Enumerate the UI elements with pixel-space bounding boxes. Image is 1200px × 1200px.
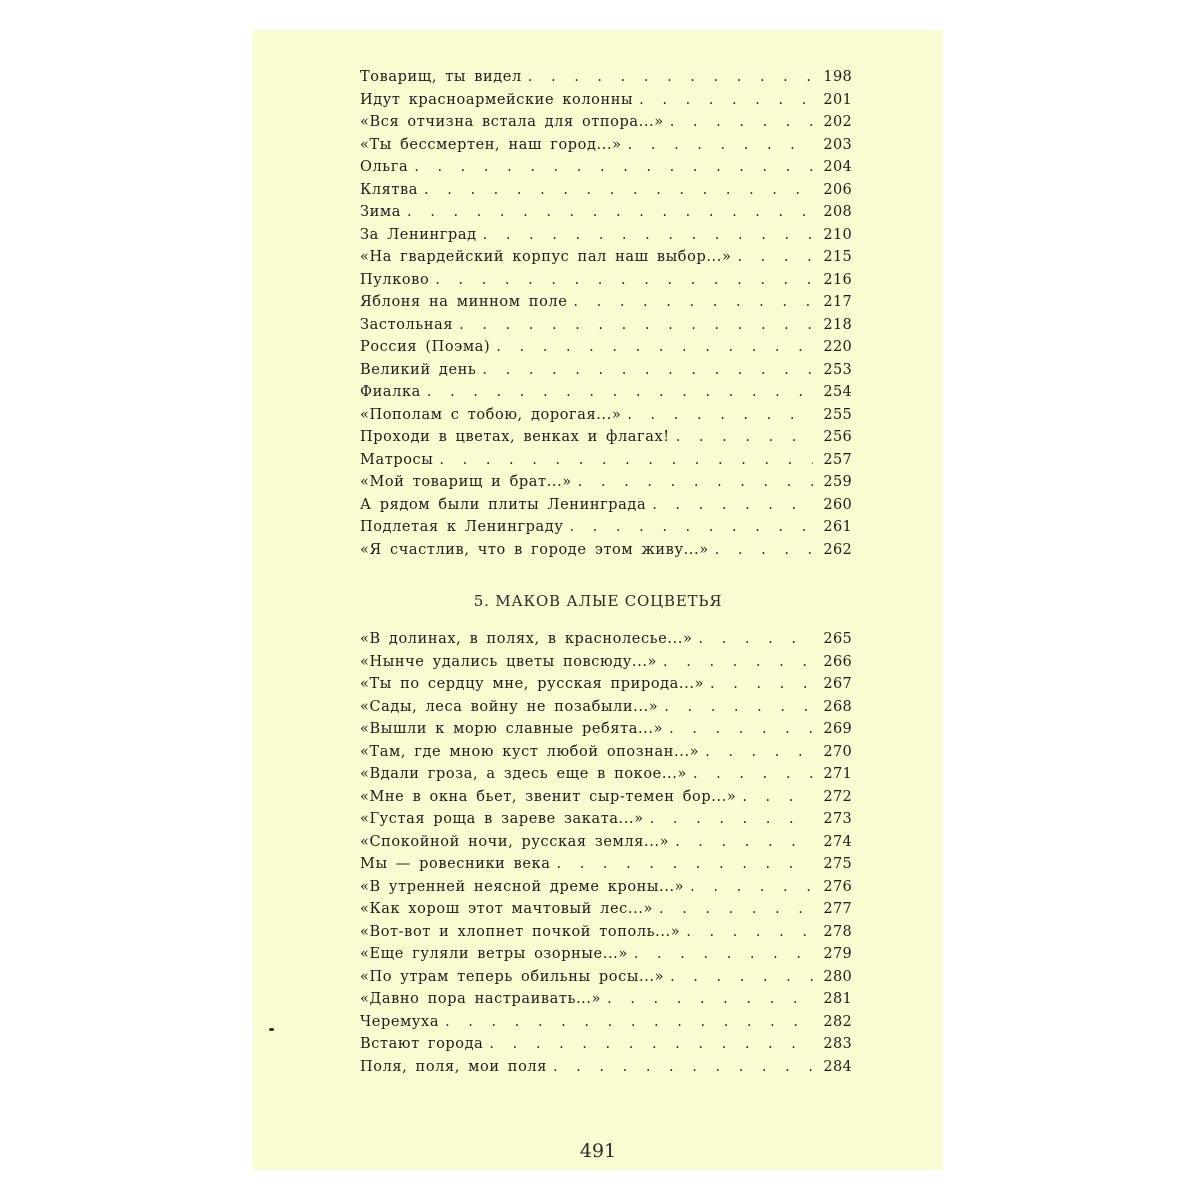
- toc-entry-title: «Пополам с тобою, дорогая...»: [360, 406, 622, 423]
- toc-entry-page: 277: [823, 901, 852, 917]
- toc-entry: [360, 291, 852, 314]
- dot-leader: [424, 179, 813, 202]
- toc-entry-title: «Давно пора настраивать...»: [360, 991, 602, 1007]
- toc-entry-page: 220: [823, 339, 852, 355]
- toc-entry: [360, 449, 852, 472]
- toc-entry: [360, 314, 852, 337]
- toc-entry: [360, 359, 852, 382]
- toc-entry-title: «Вышли к морю славные ребята...»: [360, 721, 664, 737]
- toc-entry-page: 218: [823, 316, 852, 333]
- toc-entry-title: Черемуха: [360, 1013, 440, 1030]
- toc-entry-page: 279: [823, 946, 852, 962]
- toc-entry-title: Матросы: [360, 451, 434, 468]
- toc-entry: [360, 898, 852, 921]
- toc-entry-title: «Вот-вот и хлопнет почкой тополь...»: [360, 923, 681, 940]
- toc-entry: [360, 786, 852, 809]
- dot-leader: [628, 134, 814, 157]
- toc-entry-title: «Сады, леса войну не позабыли...»: [360, 698, 659, 715]
- toc-entry-title: Проходи в цветах, венках и флагах!: [360, 429, 670, 445]
- toc-entry: [360, 1056, 852, 1079]
- toc-entry: [360, 134, 852, 157]
- toc-entry-page: 272: [823, 788, 852, 805]
- toc-entry-page: 282: [823, 1013, 852, 1030]
- toc-entry-page: 253: [823, 361, 852, 378]
- toc-entry-title: Фиалка: [360, 384, 421, 400]
- dot-leader: [407, 201, 813, 224]
- toc-entry: [360, 876, 852, 899]
- toc-entry-page: 262: [823, 541, 852, 558]
- toc-entry-title: Пулково: [360, 271, 430, 288]
- dot-leader: [414, 156, 813, 179]
- toc-entry: [360, 246, 852, 269]
- toc-entry-page: 203: [823, 136, 852, 153]
- toc-entry-page: 210: [823, 226, 852, 243]
- scan-speck: [269, 1028, 274, 1031]
- toc-entry-title: За Ленинград: [360, 226, 477, 243]
- toc-entry-page: 267: [823, 676, 852, 692]
- dot-leader: [676, 426, 814, 449]
- toc-entry-page: 268: [823, 698, 852, 715]
- toc-entry-page: 256: [823, 429, 852, 445]
- toc-entry-page: 206: [823, 181, 852, 198]
- toc-entry: [360, 179, 852, 202]
- toc-entry: [360, 516, 852, 539]
- toc-entry-page: 254: [823, 384, 852, 400]
- dot-leader: [650, 808, 814, 831]
- toc-entry-page: 284: [823, 1058, 852, 1075]
- toc-entry: [360, 831, 852, 854]
- toc-entry-page: 270: [823, 743, 852, 760]
- toc-entry: [360, 381, 852, 404]
- dot-leader: [664, 696, 813, 719]
- toc-entry-title: «На гвардейский корпус пал наш выбор...»: [360, 249, 732, 265]
- toc-list-section-4: [360, 66, 852, 561]
- toc-entry: [360, 66, 852, 89]
- toc-entry-title: «Еще гуляли ветры озорные...»: [360, 946, 628, 962]
- toc-entry-page: 278: [823, 923, 852, 940]
- dot-leader: [496, 336, 813, 359]
- toc-entry-title: «В утренней неясной дреме кроны...»: [360, 878, 685, 895]
- toc-entry: [360, 921, 852, 944]
- toc-entry: [360, 673, 852, 696]
- toc-entry-title: «Мой товарищ и брат...»: [360, 474, 572, 490]
- toc-entry-page: 202: [823, 114, 852, 130]
- toc-entry-title: Идут красноармейские колонны: [360, 91, 634, 108]
- toc-entry: [360, 988, 852, 1011]
- section-heading: 5. МАКОВ АЛЫЕ СОЦВЕТЬЯ: [473, 592, 723, 610]
- toc-entry-title: «Вся отчизна встала для отпора...»: [360, 114, 664, 130]
- dot-leader: [742, 786, 813, 809]
- toc-entry-page: 257: [823, 451, 852, 468]
- toc-entry-title: «Ты по сердцу мне, русская природа...»: [360, 676, 705, 692]
- toc-entry: [360, 763, 852, 786]
- toc-entry-page: 276: [823, 878, 852, 895]
- toc-entry: [360, 853, 852, 876]
- dot-leader: [698, 628, 813, 651]
- toc-entry-title: «Я счастлив, что в городе этом живу...»: [360, 541, 709, 558]
- toc-entry-page: 273: [823, 811, 852, 827]
- dot-leader: [435, 269, 813, 292]
- toc-entry-title: «Нынче удались цветы повсюду...»: [360, 653, 658, 670]
- toc-entry-page: 198: [823, 69, 852, 85]
- toc-entry: [360, 336, 852, 359]
- dot-leader: [639, 89, 813, 112]
- toc-entry-title: «Мне в окна бьет, звенит сыр-темен бор...»: [360, 788, 737, 805]
- toc-entry: [360, 224, 852, 247]
- toc-entry: [360, 1033, 852, 1056]
- toc-entry: [360, 651, 852, 674]
- toc-entry: [360, 628, 852, 651]
- toc-entry-title: Застольная: [360, 316, 454, 333]
- toc-entry-page: 216: [823, 271, 852, 288]
- toc-list-section-5: [360, 628, 852, 1078]
- toc-entry: [360, 201, 852, 224]
- toc-entry: [360, 1011, 852, 1034]
- toc-entry-page: 215: [823, 249, 852, 265]
- toc-entry-title: А рядом были плиты Ленинграда: [360, 496, 647, 513]
- toc-entry: [360, 494, 852, 517]
- dot-leader: [670, 111, 814, 134]
- dot-leader: [675, 831, 813, 854]
- toc-entry: [360, 808, 852, 831]
- toc-entry-title: Великий день: [360, 361, 477, 378]
- toc-entry-page: 280: [823, 968, 852, 985]
- toc-entry: [360, 539, 852, 562]
- toc-entry-title: «Ты бессмертен, наш город...»: [360, 136, 622, 153]
- toc-entry-title: Товарищ, ты видел: [360, 69, 522, 85]
- dot-leader: [578, 471, 814, 494]
- toc-entry-title: Поля, поля, мои поля: [360, 1058, 547, 1075]
- dot-leader: [607, 988, 813, 1011]
- dot-leader: [427, 381, 814, 404]
- dot-leader: [483, 224, 814, 247]
- dot-leader: [690, 876, 813, 899]
- dot-leader: [627, 404, 813, 427]
- toc-entry-title: Мы — ровесники века: [360, 856, 551, 872]
- toc-entry: [360, 696, 852, 719]
- toc-entry-title: Россия (Поэма): [360, 339, 491, 355]
- toc-entry-title: «Вдали гроза, а здесь еще в покое...»: [360, 766, 687, 782]
- dot-leader: [686, 921, 813, 944]
- toc-entry-page: 266: [823, 653, 852, 670]
- toc-entry: [360, 471, 852, 494]
- toc-entry-page: 260: [823, 496, 852, 513]
- toc-entry-title: «Как хорош этот мачтовый лес...»: [360, 901, 653, 917]
- toc-entry-page: 255: [823, 406, 852, 423]
- toc-entry-page: 204: [823, 159, 852, 175]
- dot-leader: [459, 314, 813, 337]
- toc-entry-page: 269: [823, 721, 852, 737]
- toc-entry: [360, 741, 852, 764]
- dot-leader: [634, 943, 814, 966]
- toc-entry-page: 274: [823, 833, 852, 850]
- toc-entry-title: «В долинах, в полях, в краснолесье...»: [360, 631, 693, 647]
- toc-entry: [360, 156, 852, 179]
- toc-entry-title: «По утрам теперь обильны росы...»: [360, 968, 665, 985]
- toc-entry-title: Зима: [360, 204, 402, 220]
- dot-leader: [569, 516, 813, 539]
- dot-leader: [573, 291, 813, 314]
- toc-entry-title: «Густая роща в зареве заката...»: [360, 811, 644, 827]
- toc-entry-page: 201: [823, 91, 852, 108]
- toc-entry: [360, 966, 852, 989]
- dot-leader: [670, 966, 813, 989]
- book-page: [253, 30, 943, 1170]
- toc-entry: [360, 111, 852, 134]
- dot-leader: [528, 66, 814, 89]
- toc-entry-page: 208: [823, 204, 852, 220]
- toc-entry-title: «Там, где мною куст любой опознан...»: [360, 743, 700, 760]
- page-number: 491: [579, 1140, 617, 1162]
- dot-leader: [445, 1011, 813, 1034]
- dot-leader: [439, 449, 813, 472]
- toc-entry-page: 265: [823, 631, 852, 647]
- dot-leader: [557, 853, 814, 876]
- dot-leader: [553, 1056, 813, 1079]
- dot-leader: [715, 539, 814, 562]
- dot-leader: [489, 1033, 813, 1056]
- toc-entry: [360, 89, 852, 112]
- toc-entry-title: Встают города: [360, 1036, 484, 1052]
- toc-entry-title: «Спокойной ночи, русская земля...»: [360, 833, 670, 850]
- toc-entry: [360, 943, 852, 966]
- dot-leader: [710, 673, 813, 696]
- toc-entry-page: 275: [823, 856, 852, 872]
- toc-entry-page: 281: [823, 991, 852, 1007]
- toc-entry-page: 259: [823, 474, 852, 490]
- dot-leader: [652, 494, 813, 517]
- dot-leader: [705, 741, 813, 764]
- dot-leader: [659, 898, 813, 921]
- toc-entry: [360, 404, 852, 427]
- toc-entry-title: Яблоня на минном поле: [360, 294, 568, 310]
- toc-entry-page: 261: [823, 519, 852, 535]
- toc-entry-page: 283: [823, 1036, 852, 1052]
- toc-entry-page: 217: [823, 294, 852, 310]
- dot-leader: [693, 763, 813, 786]
- toc-entry-title: Клятва: [360, 181, 419, 198]
- toc-entry: [360, 718, 852, 741]
- dot-leader: [737, 246, 813, 269]
- toc-entry-page: 271: [823, 766, 852, 782]
- dot-leader: [663, 651, 813, 674]
- toc-entry-title: Подлетая к Ленинграду: [360, 519, 564, 535]
- toc-entry: [360, 269, 852, 292]
- toc-entry-title: Ольга: [360, 159, 409, 175]
- dot-leader: [482, 359, 813, 382]
- toc-entry: [360, 426, 852, 449]
- dot-leader: [669, 718, 813, 741]
